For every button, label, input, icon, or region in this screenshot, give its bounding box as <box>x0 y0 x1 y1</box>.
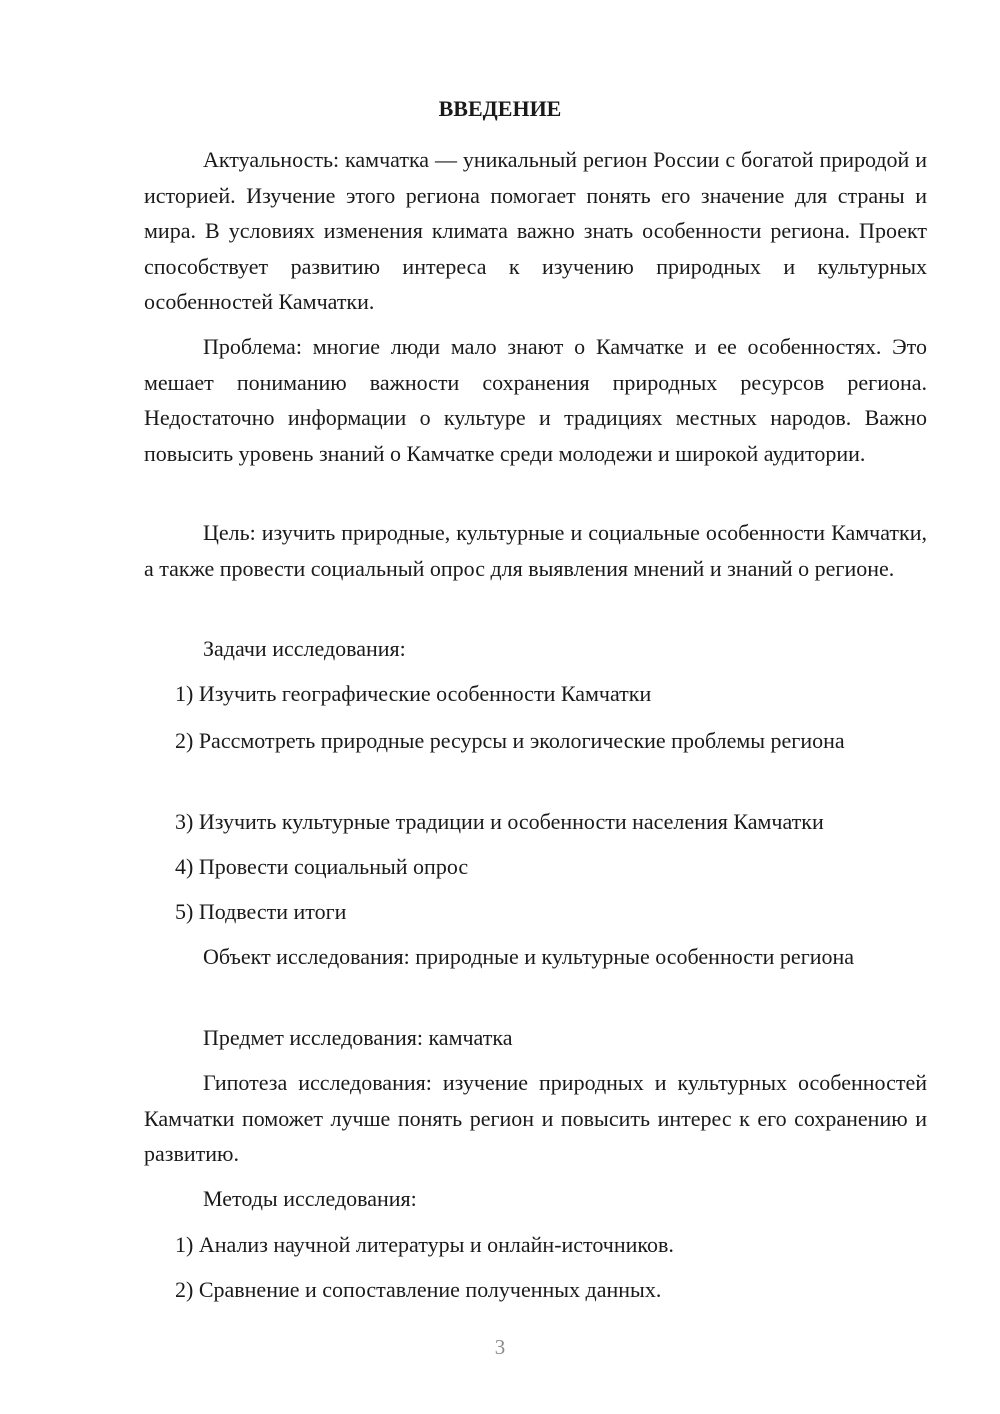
task-item-5: 5) Подвести итоги <box>175 899 347 924</box>
method-item-1: 1) Анализ научной литературы и онлайн-источников. <box>175 1232 674 1257</box>
paragraph-object: Объект исследования: природные и культурные особенности региона <box>203 944 855 969</box>
task-item-1: 1) Изучить географические особенности Камчатки <box>175 681 652 706</box>
methods-heading: Методы исследования: <box>203 1186 417 1211</box>
paragraph-hypothesis: Гипотеза исследования: изучение природных и культурных особенностей Камчатки поможет лучше понять регион и повысить интерес к его сохранению и развитию. <box>144 1070 927 1166</box>
paragraph-subject: Предмет исследования: камчатка <box>203 1025 513 1050</box>
task-item-3: 3) Изучить культурные традиции и особенности населения Камчатки <box>175 809 824 834</box>
task-item-2: 2) Рассмотреть природные ресурсы и экологические проблемы региона <box>175 728 845 753</box>
paragraph-problem: Проблема: многие люди мало знают о Камчатке и ее особенностях. Это мешает пониманию важности сохранения природных ресурсов региона. Недостаточно информации о культуре и традициях местных народов. Важно повысить уровень знаний о Камчатке среди молодежи и широкой аудитории. <box>144 334 927 466</box>
tasks-heading: Задачи исследования: <box>203 636 406 661</box>
page-number: 3 <box>494 1335 506 1359</box>
paragraph-goal: Цель: изучить природные, культурные и социальные особенности Камчатки, а также провести социальный опрос для выявления мнений и знаний о регионе. <box>144 520 927 581</box>
page-title: ВВЕДЕНИЕ <box>438 96 562 121</box>
task-item-4: 4) Провести социальный опрос <box>175 854 469 879</box>
method-item-2: 2) Сравнение и сопоставление полученных данных. <box>175 1277 662 1302</box>
paragraph-relevance: Актуальность: камчатка — уникальный регион России с богатой природой и историей. Изучение этого региона помогает понять его значение для страны и мира. В условиях изменения климата важно знать особенности региона. Проект способствует развитию интереса к изучению природных и культурных особенностей Камчатки. <box>144 147 927 314</box>
